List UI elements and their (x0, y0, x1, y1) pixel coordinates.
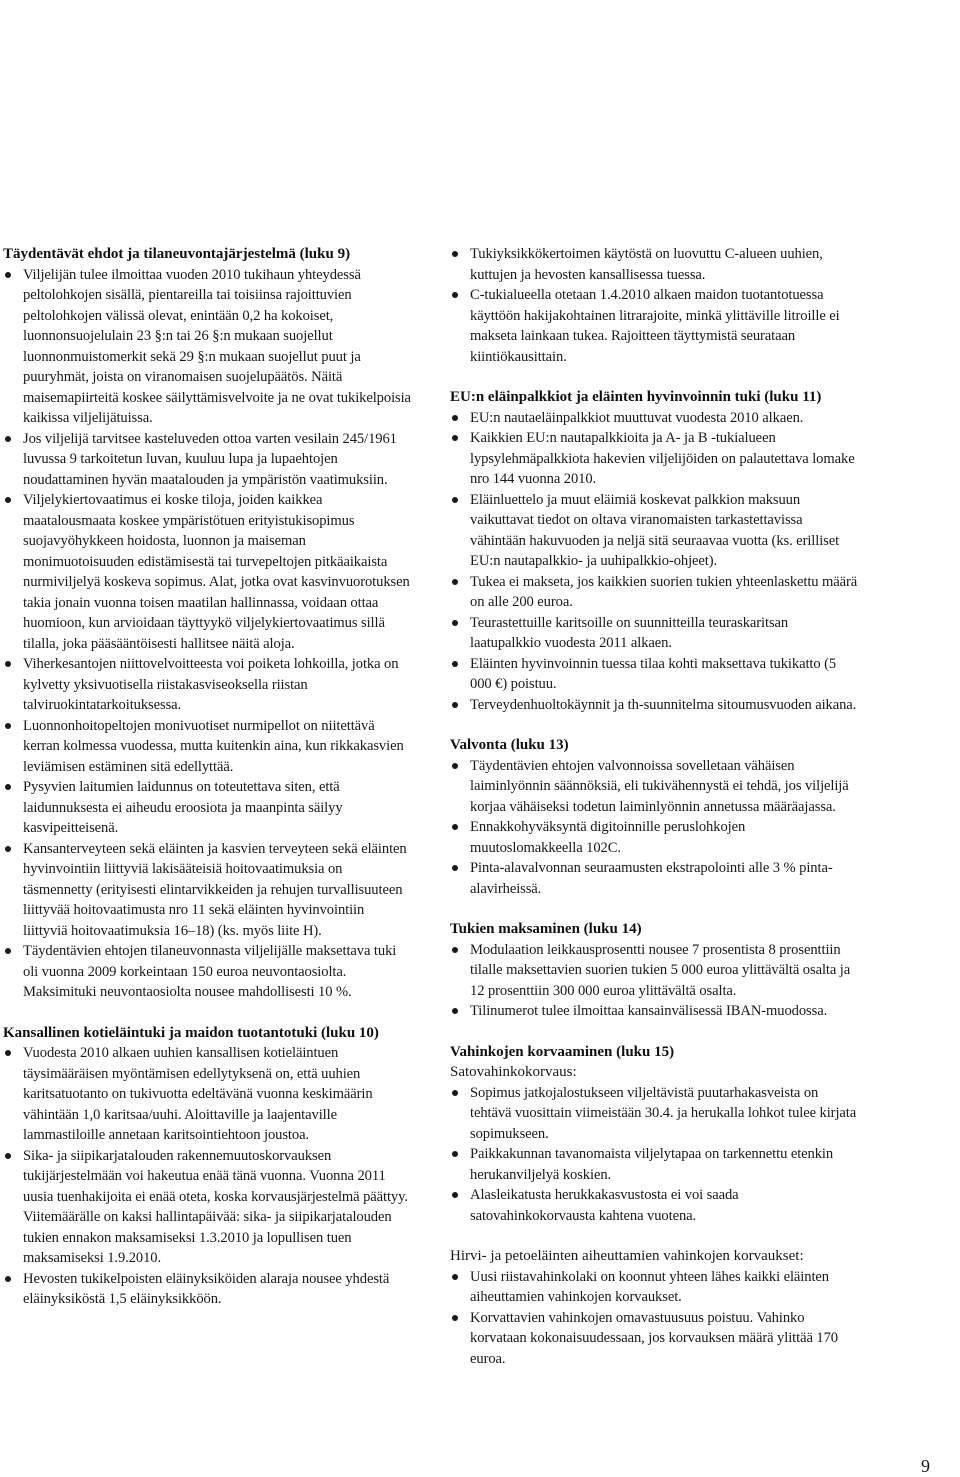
list-item: Viherkesantojen niittovelvoitteesta voi poiketa lohkoilla, jotka on kylvetty yksivuotisella riistakasviseoksella riistan talviruokintatarkoituksessa. (3, 654, 411, 716)
list-item: Kaikkien EU:n nautapalkkioita ja A- ja B -tukialueen lypsylehmäpalkkiota hakevien viljelijöiden on palautettava lomake nro 144 vuonna 2010. (450, 428, 860, 490)
list-item: Eläinluettelo ja muut eläimiä koskevat palkkion maksuun vaikuttavat tiedot on oltava viranomaisten tarkastettavissa vähintään hakuvuoden ja neljä sitä seuraavaa vuotta (ks. erilliset EU:n nautapalkkio- ja uuhipalkkio-ohjeet). (450, 490, 860, 572)
list-item: Teurastettuille karitsoille on suunnitteilla teuraskaritsan laatupalkkio vuodesta 2011 alkaen. (450, 613, 860, 654)
bullet-list (450, 408, 860, 716)
list-item: Terveydenhuoltokäynnit ja th-suunnitelma sitoumusvuoden aikana. (450, 695, 860, 716)
list-item: Pinta-alavalvonnan seuraamusten ekstrapolointi alle 3 % pinta-alavirheissä. (450, 858, 860, 899)
bullet-list (450, 244, 860, 367)
section-elainpalkkiot (450, 387, 860, 715)
list-item: Vuodesta 2010 alkaen uuhien kansallisen kotieläintuen täysimääräisen myöntämisen edellytyksenä on, että uuhien karitsatuotanto on tukivuotta edeltävänä vuonna keskimäärin vähintään 1,0 karitsaa/uuhi. Aloittaville ja laajentaville lammastiloille annetaan karitsointiehtoon joustoa. (3, 1043, 411, 1146)
list-item: Sopimus jatkojalostukseen viljeltävistä puutarhakasveista on tehtävä vuosittain viimeistään 30.4. ja herukalla lohkot tulee kirjata sopimukseen. (450, 1083, 860, 1145)
list-item: Hevosten tukikelpoisten eläinyksiköiden alaraja nousee yhdestä eläinyksiköstä 1,5 eläinyksikköön. (3, 1269, 411, 1310)
list-item: Paikkakunnan tavanomaista viljelytapaa on tarkennettu etenkin herukanviljelyä koskien. (450, 1144, 860, 1185)
section-vahinkojen-korvaaminen (450, 1042, 860, 1227)
section-title: EU:n eläinpalkkiot ja eläinten hyvinvoinnin tuki (luku 11) (450, 389, 822, 405)
list-item: Pysyvien laitumien laidunnus on toteutettava siten, että laidunnuksesta ei aiheudu eroosiota ja maanpinta säilyy kasvipeitteisenä. (3, 777, 411, 839)
page-number: 9 (921, 1456, 930, 1476)
list-item: EU:n nautaeläinpalkkiot muuttuvat vuodesta 2010 alkaen. (450, 408, 860, 429)
list-item: C-tukialueella otetaan 1.4.2010 alkaen maidon tuotantotuessa käyttöön hakijakohtainen litrarajoite, minkä ylittäville litroille ei makseta lainkaan tukea. Rajoitteen täyttymistä seurataan kiintiökausittain. (450, 285, 860, 367)
section-tukien-maksaminen (450, 919, 860, 1022)
section-valvonta (450, 735, 860, 899)
section-title: Täydentävät ehdot ja tilaneuvontajärjestelmä (luku 9) (3, 246, 351, 262)
list-item: Viljelykiertovaatimus ei koske tiloja, joiden kaikkea maatalousmaata koskee ympäristötuen erityistukisopimus suojavyöhykkeen hoidosta, luonnon ja maiseman monimuotoisuuden edistämisestä tai turvepeltojen pitkäaikaista nurmiviljelyä koskeva sopimus. Alat, jotka ovat kasvinvuorotuksen takia jonain vuonna toisen maatilan hallinnassa, voidaan ottaa huomioon, kun arvioidaan täyttyykö viljelykiertovaatimus sillä tilalla, joka pääsääntöisesti hallitsee näitä aloja. (3, 490, 411, 654)
list-item: Kansanterveyteen sekä eläinten ja kasvien terveyteen sekä eläinten hyvinvointiin liittyviä lakisääteisiä hoitovaatimuksia on täsmennetty (erityisesti elintarvikkeiden ja rehujen turvallisuuteen liittyvää hoitovaatimusta nro 11 sekä eläinten hyvinvointiin liittyviä hoitovaatimuksia 16–18) (ks. myös liite H). (3, 839, 411, 942)
section-kotielaintuki-cont (450, 244, 860, 367)
section-kotielaintuki (3, 1023, 411, 1310)
section-subtitle: Hirvi- ja petoeläinten aiheuttamien vahinkojen korvaukset: (450, 1248, 804, 1264)
bullet-list (450, 940, 860, 1022)
list-item: Uusi riistavahinkolaki on koonnut yhteen lähes kaikki eläinten aiheuttamien vahinkojen korvaukset. (450, 1267, 860, 1308)
left-column (3, 244, 411, 1322)
section-title: Valvonta (luku 13) (450, 737, 569, 753)
section-taydentavat-ehdot (3, 244, 411, 1003)
list-item: Modulaation leikkausprosentti nousee 7 prosentista 8 prosenttiin tilalle maksettavien suorien tukien 5 000 euroa ylittävältä osalta ja 12 prosenttiin 300 000 euroa ylittävältä osalta. (450, 940, 860, 1002)
bullet-list (450, 1083, 860, 1227)
bullet-list (450, 756, 860, 900)
list-item: Tilinumerot tulee ilmoittaa kansainvälisessä IBAN-muodossa. (450, 1001, 860, 1022)
list-item: Ennakkohyväksyntä digitoinnille peruslohkojen muutoslomakkeella 102C. (450, 817, 860, 858)
list-item: Viljelijän tulee ilmoittaa vuoden 2010 tukihaun yhteydessä peltolohkojen sisällä, pientareilla tai toisiinsa rajoittuvien peltolohkojen välissä olevat, enintään 0,2 ha kokoiset, luonnonsuojelulain 23 §:n tai 26 §:n mukaan suojellut luonnonmuistomerkit sekä 29 §:n mukaan suojellut puut ja puuryhmät, joista on viranomaisen suojelupäätös. Näitä maisemapiirteitä koskee säilyttämisvelvoite ja ne ovat tukikelpoisia kaikissa viljelijätuissa. (3, 265, 411, 429)
list-item: Täydentävien ehtojen tilaneuvonnasta viljelijälle maksettava tuki oli vuonna 2009 korkeintaan 150 euroa neuvontaosiolta. Maksimituki neuvontaosiolta nousee mahdollisesti 10 %. (3, 941, 411, 1003)
section-subtitle: Satovahinkokorvaus: (450, 1064, 577, 1080)
list-item: Korvattavien vahinkojen omavastuusuus poistuu. Vahinko korvataan kokonaisuudessaan, jos korvauksen määrä ylittää 170 euroa. (450, 1308, 860, 1370)
section-title: Kansallinen kotieläintuki ja maidon tuotantotuki (luku 10) (3, 1024, 379, 1041)
list-item: Luonnonhoitopeltojen monivuotiset nurmipellot on niitettävä kerran kolmessa vuodessa, mutta kuitenkin aina, kun rikkakasvien leviämisen estäminen sitä edellyttää. (3, 716, 411, 778)
list-item: Tukea ei makseta, jos kaikkien suorien tukien yhteenlaskettu määrä on alle 200 euroa. (450, 572, 860, 613)
bullet-list (3, 1043, 411, 1310)
bullet-list (450, 1267, 860, 1370)
list-item: Tukiyksikkökertoimen käytöstä on luovuttu C-alueen uuhien, kuttujen ja hevosten kansallisessa tuessa. (450, 244, 860, 285)
section-title: Tukien maksaminen (luku 14) (450, 921, 642, 937)
list-item: Sika- ja siipikarjatalouden rakennemuutoskorvauksen tukijärjestelmään voi hakeutua enää tänä vuonna. Vuonna 2011 uusia tuenhakijoita ei enää oteta, koska korvausjärjestelmä päättyy. Viitemäärälle on kaksi hallintapäivää: sika- ja siipikarjatalouden tukien ennakon maksamiseksi 1.3.2010 ja lopullisen tuen maksamiseksi 1.9.2010. (3, 1146, 411, 1269)
bullet-list (3, 265, 411, 1003)
list-item: Jos viljelijä tarvitsee kasteluveden ottoa varten vesilain 245/1961 luvussa 9 tarkoitetun luvan, kuuluu lupa ja lupaehtojen noudattaminen hyvän maatalouden ja ympäristön vaatimuksiin. (3, 429, 411, 491)
list-item: Alasleikatusta herukkakasvustosta ei voi saada satovahinkokorvausta kahtena vuotena. (450, 1185, 860, 1226)
section-hirvi-petoelaimet (450, 1246, 860, 1369)
right-column (450, 244, 860, 1381)
list-item: Eläinten hyvinvoinnin tuessa tilaa kohti maksettava tukikatto (5 000 €) poistuu. (450, 654, 860, 695)
section-title: Vahinkojen korvaaminen (luku 15) (450, 1043, 675, 1060)
list-item: Täydentävien ehtojen valvonnoissa sovelletaan vähäisen laiminlyönnin säännöksiä, eli tukivähennystä ei tehdä, jos viljelijä korjaa vähäiseksi todetun laiminlyönnin annetussa määräajassa. (450, 756, 860, 818)
